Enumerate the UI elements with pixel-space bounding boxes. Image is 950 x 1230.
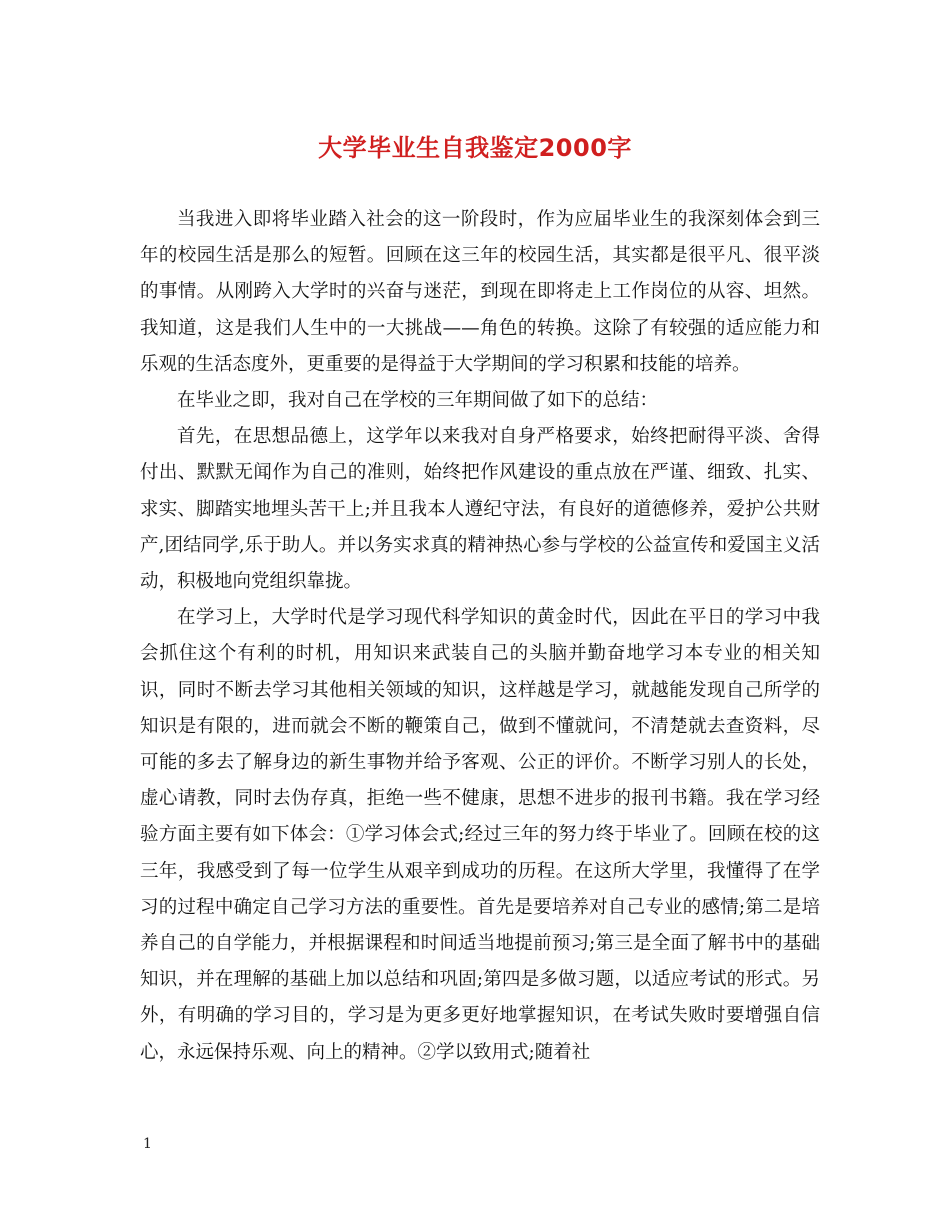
page-number: 1 xyxy=(143,1136,152,1152)
paragraph-summary-lead: 在毕业之即，我对自己在学校的三年期间做了如下的总结： xyxy=(177,390,659,412)
paragraph-intro: 当我进入即将毕业踏入社会的这一阶段时，作为应届毕业生的我深刻体会到三年的校园生活是那么的短暂。回顾在这三年的校园生活，其实都是很平凡、很平淡的事情。从刚跨入大学时的兴奋与迷茫，到现在即将走上工作岗位的从容、坦然。我知道，这是我们人生中的一大挑战——角色的转换。这除了有较强的适应能力和乐观的生活态度外，更重要的是得益于大学期间的学习积累和技能的培养。 xyxy=(140,209,820,375)
document-title: 大学毕业生自我鉴定2000字 xyxy=(318,134,632,162)
paragraph-moral-character: 首先，在思想品德上，这学年以来我对自身严格要求，始终把耐得平淡、舍得付出、默默无闻作为自己的准则，始终把作风建设的重点放在严谨、细致、扎实、求实、脚踏实地埋头苦干上;并且我本人遵纪守法，有良好的道德修养，爱护公共财产,团结同学,乐于助人。并以务实求真的精神热心参与学校的公益宣传和爱国主义活动，积极地向党组织靠拢。 xyxy=(140,426,820,593)
paragraph-study: 在学习上，大学时代是学习现代科学知识的黄金时代，因此在平日的学习中我会抓住这个有利的时机，用知识来武装自己的头脑并勤奋地学习本专业的相关知识，同时不断去学习其他相关领域的知识，这样越是学习，就越能发现自己所学的知识是有限的，进而就会不断的鞭策自己，做到不懂就问，不清楚就去查资料，尽可能的多去了解身边的新生事物并给予客观、公正的评价。不断学习别人的长处，虚心请教，同时去伪存真，拒绝一些不健康，思想不进步的报刊书籍。我在学习经验方面主要有如下体会：①学习体会式;经过三年的努力终于毕业了。回顾在校的这三年，我感受到了每一位学生从艰辛到成功的历程。在这所大学里，我懂得了在学习的过程中确定自己学习方法的重要性。首先是要培养对自己专业的感情;第二是培养自己的自学能力，并根据课程和时间适当地提前预习;第三是全面了解书中的基础知识，并在理解的基础上加以总结和巩固;第四是多做习题，以适应考试的形式。另外，有明确的学习目的，学习是为更多更好地掌握知识，在考试失败时要增强自信心，永远保持乐观、向上的精神。②学以致用式;随着社 xyxy=(140,607,820,1063)
document-body xyxy=(140,202,820,1071)
